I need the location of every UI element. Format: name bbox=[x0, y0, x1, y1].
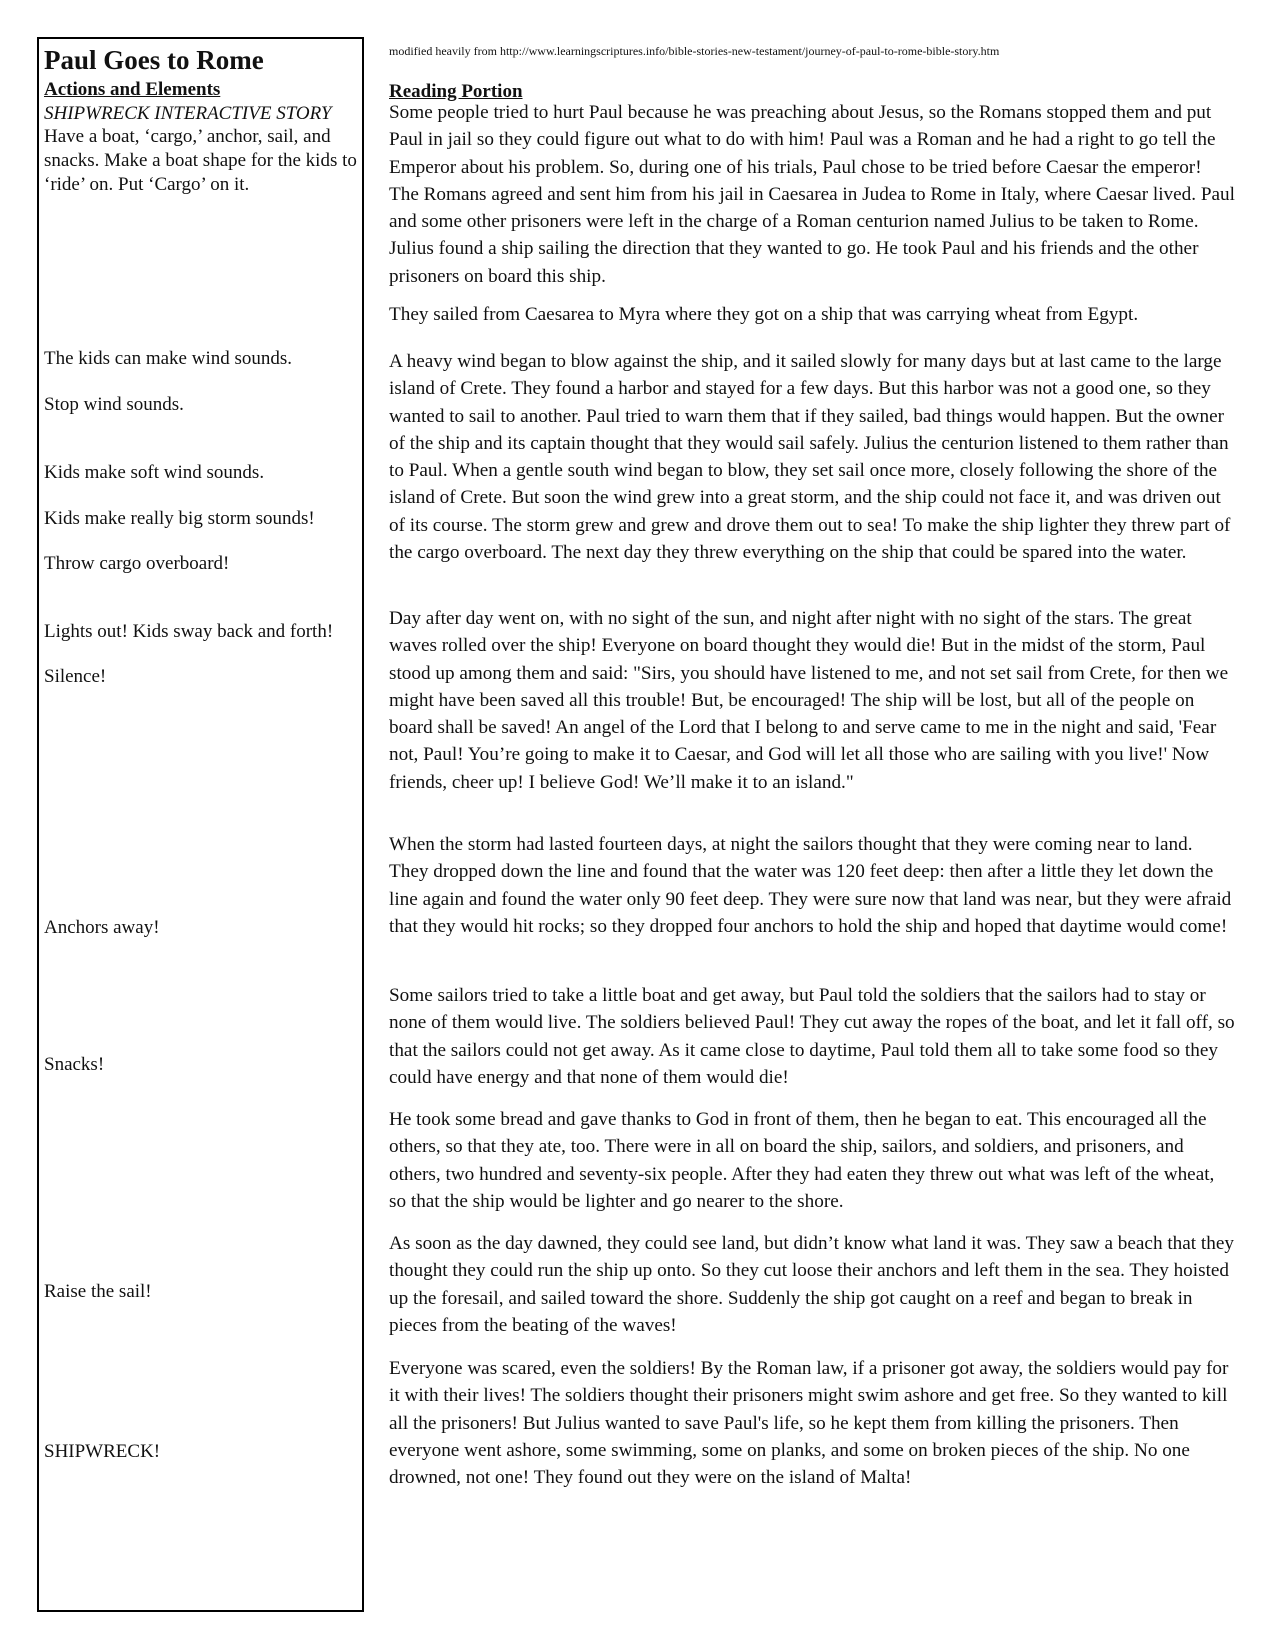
story-paragraph: Some people tried to hurt Paul because he was preaching about Jesus, so the Romans stopped them and put Paul in jail so they could figure out what to do with him! Paul was a Roman and he had a right to go tell the Emperor about his problem. So, during one of his trials, Paul chose to be tried before Caesar the emperor! The Romans agreed and sent him from his jail in Caesarea in Judea to Rome in Italy, where Caesar lived. Paul and some other prisoners were left in the charge of a Roman centurion named Julius to be taken to Rome. Julius found a ship sailing the direction that they wanted to go. He took Paul and his friends and the other prisoners on board this ship. bbox=[389, 102, 1235, 287]
action-cue: Stop wind sounds. bbox=[44, 394, 184, 415]
interactive-story-label: SHIPWRECK INTERACTIVE STORY bbox=[44, 103, 332, 124]
action-cue: Lights out! Kids sway back and forth! bbox=[44, 621, 334, 642]
story-paragraph: Everyone was scared, even the soldiers! By the Roman law, if a prisoner got away, the soldiers would pay for it with their lives! The soldiers thought their prisoners might swim ashore and get free. So they wanted to kill all the prisoners! But Julius wanted to save Paul's life, so he kept them from killing the prisoners. Then everyone went ashore, some swimming, some on planks, and some on broken pieces of the ship. No one drowned, not one! They found out they were on the island of Malta! bbox=[389, 1358, 1229, 1489]
action-cue: SHIPWRECK! bbox=[44, 1441, 161, 1462]
action-cue: Snacks! bbox=[44, 1054, 105, 1075]
actions-column-box bbox=[37, 37, 364, 1612]
action-cue: Kids make soft wind sounds. bbox=[44, 462, 265, 483]
action-cue: Raise the sail! bbox=[44, 1281, 152, 1302]
story-paragraph: Some sailors tried to take a little boat and get away, but Paul told the soldiers that the sailors had to stay or none of them would live. The soldiers believed Paul! They cut away the ropes of the boat, and let it fall off, so that the sailors could not get away. As it came close to daytime, Paul told them all to take some food so they could have energy and that none of them would die! bbox=[389, 985, 1235, 1088]
story-paragraph: They sailed from Caesarea to Myra where they got on a ship that was carrying wheat from Egypt. bbox=[389, 304, 1139, 325]
source-note: modified heavily from http://www.learningscriptures.info/bible-stories-new-testament/journey-of-paul-to-rome-bible-story.htm bbox=[389, 44, 1000, 58]
page-title: Paul Goes to Rome bbox=[44, 45, 264, 75]
story-paragraph: Day after day went on, with no sight of the sun, and night after night with no sight of the stars. The great waves rolled over the ship! Everyone on board thought they would die! But in the midst of the storm, Paul stood up among them and said: "Sirs, you should have listened to me, and not set sail from Crete, for then we might have been saved all this trouble! But, be encouraged! The ship will be lost, but all of the people on board shall be saved! An angel of the Lord that I belong to and serve came to me in the night and said, 'Fear not, Paul! You’re going to make it to Caesar, and God will let all those who are sailing with you live!' Now friends, cheer up! I believe God! We’ll make it to an island." bbox=[389, 608, 1229, 793]
action-cue: Kids make really big storm sounds! bbox=[44, 508, 315, 529]
story-paragraph: He took some bread and gave thanks to God in front of them, then he began to eat. This encouraged all the others, so that they ate, too. There were in all on board the ship, sailors, and soldiers, and prisoners, and others, two hundred and seventy-six people. After they had eaten they threw out what was left of the wheat, so that the ship would be lighter and go nearer to the shore. bbox=[389, 1109, 1215, 1212]
story-paragraph: When the storm had lasted fourteen days, at night the sailors thought that they were coming near to land. They dropped down the line and found that the water was 120 feet deep: then after a little they let down the line again and found the water only 90 feet deep. They were sure now that land was near, but they were afraid that they would hit rocks; so they dropped four anchors to hold the ship and hoped that daytime would come! bbox=[389, 834, 1232, 937]
story-paragraph: A heavy wind began to blow against the ship, and it sailed slowly for many days but at last came to the large island of Crete. They found a harbor and stayed for a few days. But this harbor was not a good one, so they wanted to sail to another. Paul tried to warn them that if they sailed, bad things would happen. But the owner of the ship and its captain thought that they would sail safely. Julius the centurion listened to them rather than to Paul. When a gentle south wind began to blow, they set sail once more, closely following the shore of the island of Crete. But soon the wind grew into a great storm, and the ship could not face it, and was driven out of its course. The storm grew and grew and drove them out to sea! To make the ship lighter they threw part of the cargo overboard. The next day they threw everything on the ship that could be spared into the water. bbox=[389, 351, 1231, 564]
actions-heading: Actions and Elements bbox=[44, 79, 221, 100]
action-cue: Anchors away! bbox=[44, 917, 160, 938]
reading-heading: Reading Portion bbox=[389, 81, 523, 102]
setup-instructions: Have a boat, ‘cargo,’ anchor, sail, and snacks. Make a boat shape for the kids to ‘ride’ on. Put ‘Cargo’ on it. bbox=[44, 126, 357, 195]
action-cue: Throw cargo overboard! bbox=[44, 553, 230, 574]
action-cue: The kids can make wind sounds. bbox=[44, 348, 293, 369]
story-paragraph: As soon as the day dawned, they could see land, but didn’t know what land it was. They saw a beach that they thought they could run the ship up onto. So they cut loose their anchors and left them in the sea. They hoisted up the foresail, and sailed toward the shore. Suddenly the ship got caught on a reef and began to break in pieces from the beating of the waves! bbox=[389, 1233, 1234, 1336]
action-cue: Silence! bbox=[44, 666, 107, 687]
